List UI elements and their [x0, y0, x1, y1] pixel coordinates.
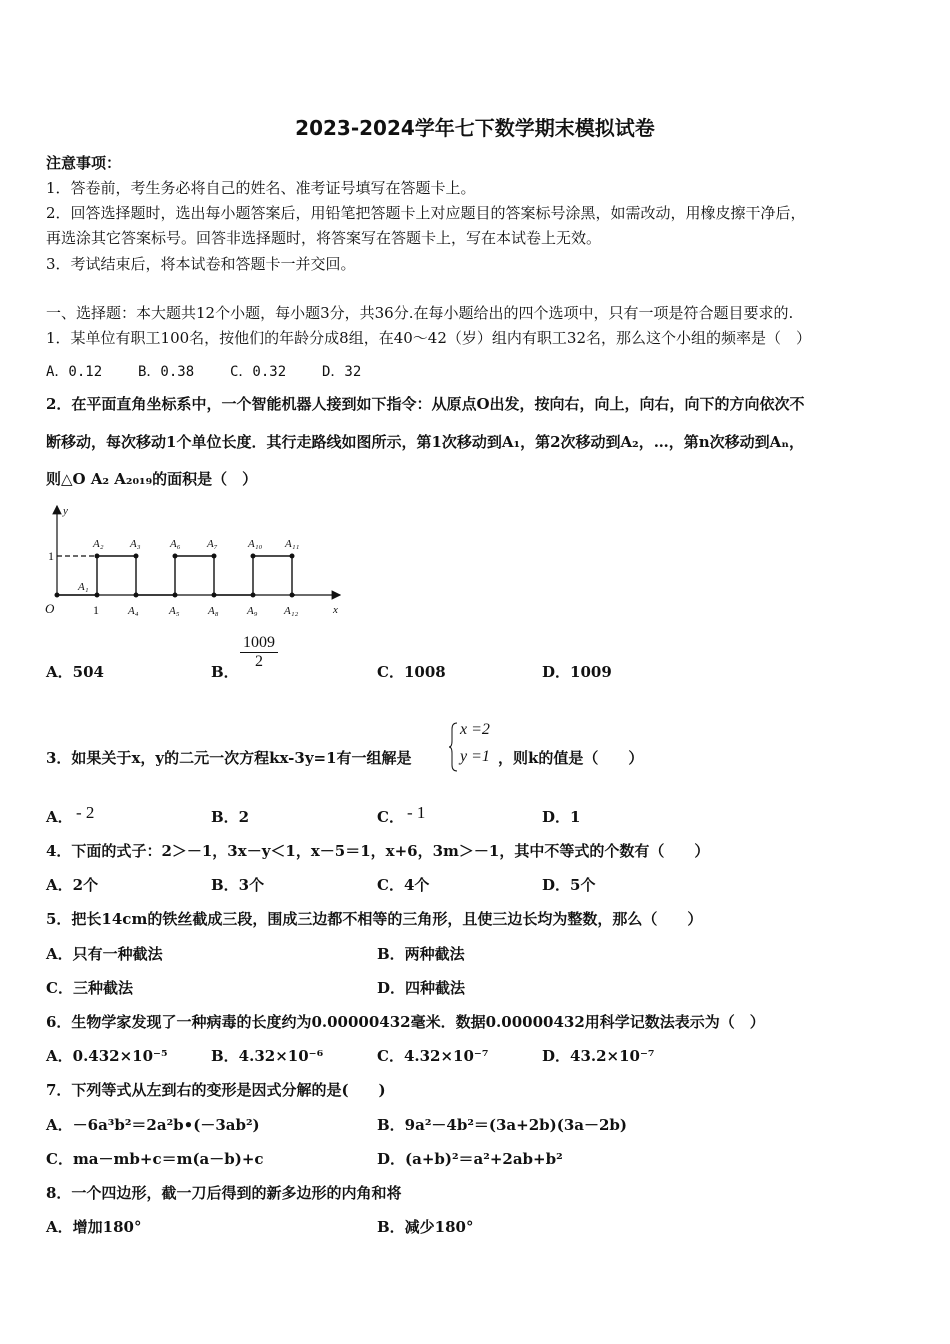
path-point: [95, 593, 100, 598]
question-3-stem-pre: 3．如果关于x，y的二元一次方程kx-3y=1有一组解是: [46, 749, 412, 767]
point-label: A₉: [247, 605, 258, 617]
q7-option-b: B．9a²－4b²＝(3a+2b)(3a－2b): [377, 1116, 628, 1134]
page-title: 2023-2024学年七下数学期末模拟试卷: [295, 116, 655, 140]
q1-option-c: C．0.32: [230, 364, 287, 380]
q3-option-c-label: C．: [377, 808, 404, 826]
x-tick-label: 1: [93, 603, 99, 617]
path-point: [251, 554, 256, 559]
q7-option-c: C．ma－mb+c＝m(a－b)+c: [46, 1150, 264, 1168]
question-8-stem: 8．一个四边形，截一刀后得到的新多边形的内角和将: [46, 1184, 402, 1202]
point-label: A₁₁: [285, 538, 300, 550]
y-axis-label: y: [63, 505, 68, 517]
point-label: A₄: [128, 605, 139, 617]
system-eq-2: y =1: [460, 748, 490, 765]
notice-item: 2．回答选择题时，选出每小题答案后，用铅笔把答题卡上对应题目的答案标号涂黑，如需改动，用橡皮擦干净后，: [46, 204, 806, 222]
point-label-a1: A₁: [78, 581, 89, 593]
question-4-stem: 4．下面的式子：2＞－1，3x－y＜1，x－5＝1，x+6，3m＞－1，其中不等式的个数有（ ）: [46, 842, 710, 860]
path-point: [212, 554, 217, 559]
x-axis-label: x: [333, 604, 338, 616]
point-label: A₁₀: [248, 538, 263, 550]
question-2-line1: 2．在平面直角坐标系中，一个智能机器人接到如下指令：从原点O出发，按向右，向上，向右，向下的方向依次不: [46, 395, 805, 413]
q1-option-b: B．0.38: [138, 364, 195, 380]
q4-option-b: B．3个: [211, 876, 265, 894]
path-point: [212, 593, 217, 598]
q4-option-d: D．5个: [542, 876, 596, 894]
question-1-stem: 1．某单位有职工100名，按他们的年龄分成8组，在40～42（岁）组内有职工32名，那么这个小组的频率是（ ）: [46, 329, 811, 347]
q5-option-b: B．两种截法: [377, 945, 465, 963]
path-point: [251, 593, 256, 598]
q2-option-b-fraction: [240, 634, 278, 671]
path-point: [134, 554, 139, 559]
path-point: [95, 554, 100, 559]
q3-option-a-label: A．: [46, 808, 73, 826]
question-6-stem: 6．生物学家发现了一种病毒的长度约为0.00000432毫米．数据0.00000432用科学记数法表示为（ ）: [46, 1013, 765, 1031]
q5-option-a: A．只有一种截法: [46, 945, 163, 963]
q1-option-a: A．0.12: [46, 364, 103, 380]
q3-option-b: B．2: [211, 808, 250, 826]
q3-option-a-value: - 2: [76, 803, 95, 822]
system-brace: [448, 721, 458, 773]
q2-option-d: D．1009: [542, 663, 612, 681]
point-label: A₈: [208, 605, 219, 617]
notice-item: 再选涂其它答案标号。回答非选择题时，将答案写在答题卡上，写在本试卷上无效。: [46, 229, 602, 247]
path-point: [290, 554, 295, 559]
q3-option-c-value: - 1: [407, 803, 426, 822]
q8-option-b: B．减少180°: [377, 1218, 474, 1236]
question-7-stem: 7．下列等式从左到右的变形是因式分解的是( ): [46, 1081, 386, 1099]
q6-option-a: A．0.432×10⁻⁵: [46, 1047, 168, 1065]
system-eq-1: x =2: [460, 721, 490, 738]
point-label: A₅: [169, 605, 180, 617]
point-label: A₁₂: [284, 605, 299, 617]
q4-option-a: A．2个: [46, 876, 99, 894]
notice-item: 1．答卷前，考生务必将自己的姓名、准考证号填写在答题卡上。: [46, 179, 476, 197]
robot-path: [57, 556, 295, 595]
q3-option-d: D．1: [542, 808, 581, 826]
fraction-denominator: 2: [255, 653, 263, 670]
question-5-stem: 5．把长14cm的铁丝截成三段，围成三边都不相等的三角形，且使三边长均为整数，那么（ ）: [46, 910, 703, 928]
q7-option-a: A．－6a³b²＝2a²b•(－3ab²): [46, 1116, 260, 1134]
notice-item: 3．考试结束后，将本试卷和答题卡一并交回。: [46, 255, 356, 273]
q4-option-c: C．4个: [377, 876, 430, 894]
path-point: [290, 593, 295, 598]
point-label: A₆: [170, 538, 181, 550]
question-2-line3: 则△O A₂ A₂₀₁₉的面积是（ ）: [46, 470, 258, 488]
y-tick-label: 1: [48, 549, 54, 563]
q5-option-c: C．三种截法: [46, 979, 133, 997]
origin-label: O: [45, 601, 55, 616]
fraction-numerator: 1009: [240, 634, 278, 653]
q2-option-b-label: B．: [211, 663, 239, 681]
q5-option-d: D．四种截法: [377, 979, 466, 997]
q2-option-a: A．504: [46, 663, 104, 681]
section-heading: 一、选择题：本大题共12个小题，每小题3分，共36分.在每小题给出的四个选项中，只有一项是符合题目要求的.: [46, 304, 794, 322]
robot-path-figure: [40, 500, 360, 625]
q6-option-d: D．43.2×10⁻⁷: [542, 1047, 655, 1065]
point-label: A₇: [207, 538, 218, 550]
point-label: A₂: [93, 538, 104, 550]
path-point: [173, 593, 178, 598]
question-2-line2: 断移动，每次移动1个单位长度．其行走路线如图所示，第1次移动到A₁，第2次移动到A₂，…，第n次移动到Aₙ，: [46, 433, 805, 451]
path-point: [134, 593, 139, 598]
path-point: [55, 593, 60, 598]
q1-option-d: D．32: [322, 364, 362, 380]
notice-heading: 注意事项：: [46, 154, 122, 172]
q7-option-d: D．(a+b)²＝a²+2ab+b²: [377, 1150, 563, 1168]
q6-option-c: C．4.32×10⁻⁷: [377, 1047, 489, 1065]
q6-option-b: B．4.32×10⁻⁶: [211, 1047, 324, 1065]
q8-option-a: A．增加180°: [46, 1218, 142, 1236]
q2-option-c: C．1008: [377, 663, 446, 681]
question-3-stem-post: ，则k的值是（ ）: [498, 749, 644, 767]
point-label: A₃: [130, 538, 141, 550]
path-point: [173, 554, 178, 559]
